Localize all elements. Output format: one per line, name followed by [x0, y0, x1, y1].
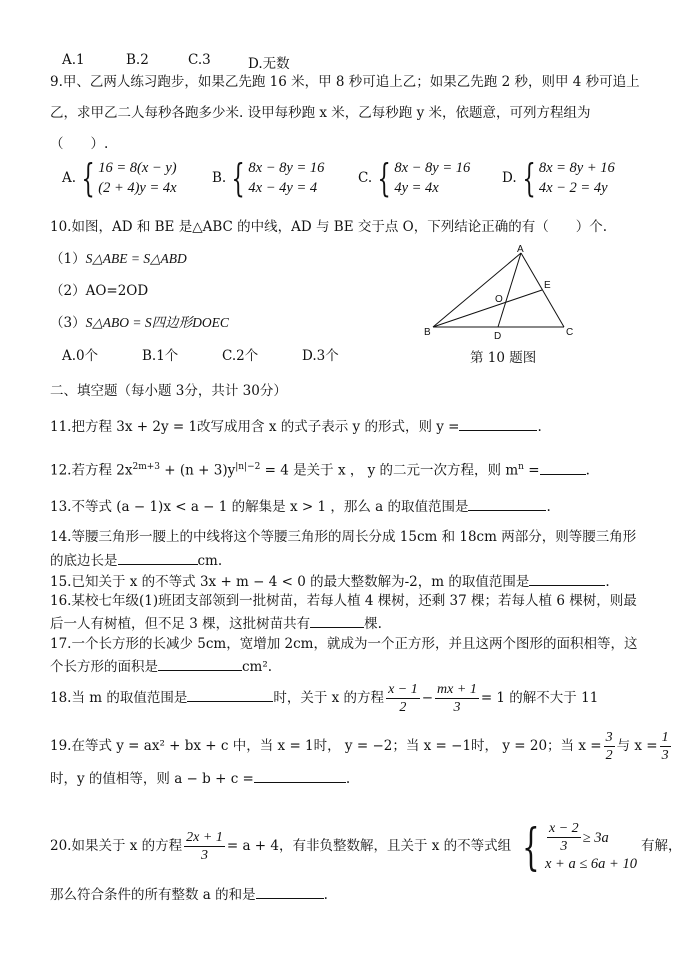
q18-text: = 1 的解不大于 11 [480, 690, 599, 706]
q10-conclusion-3 [50, 314, 229, 332]
q18-text: 时，关于 x 的方程 [273, 690, 385, 706]
fraction [184, 829, 225, 864]
q19-end: . [345, 771, 351, 787]
q10-option-d: D.3个 [302, 348, 339, 364]
answer-blank[interactable] [540, 460, 586, 475]
q16-line-2 [50, 613, 382, 633]
q20-text: 有解， [640, 838, 682, 854]
q12-text: = [523, 462, 540, 479]
answer-blank[interactable] [529, 571, 605, 586]
answer-blank[interactable] [459, 416, 537, 431]
equation: 4x − 4y = 4 [248, 180, 318, 196]
numerator: 1 [661, 730, 669, 745]
q18-text: 18.当 m 的取值范围是 [50, 690, 188, 706]
q9-option-a: A. { 16 = 8(x − y) (2 + 4)y = 4x [62, 156, 177, 200]
denominator: 3 [661, 748, 669, 763]
q9-option-b: B. { 8x − 8y = 16 4x − 4y = 4 [212, 156, 325, 200]
q20-end: . [323, 887, 328, 903]
q8-option-b: B.2 [126, 52, 149, 68]
figure-caption: 第 10 题图 [470, 350, 537, 366]
label-e: E [544, 280, 551, 291]
q15-end: . [605, 574, 610, 590]
q13 [50, 496, 551, 516]
q9-line-2: 乙，求甲乙二人每秒各跑多少米. 设甲每秒跑 x 米，乙每秒跑 y 米，依题意，可列方程组为 [50, 105, 591, 121]
equation: 16 = 8(x − y) [98, 160, 177, 176]
q15 [50, 571, 610, 591]
answer-blank[interactable] [256, 884, 324, 899]
q12-text: + (n + 3)y [160, 462, 236, 479]
q12-text: 12.若方程 2x [50, 462, 133, 479]
q19-text: 时，y 的值相等，则 a − b + c = [50, 771, 254, 787]
q8-option-d: D.无数 [248, 56, 290, 72]
exponent: n [518, 462, 524, 472]
label-c: C [566, 327, 574, 338]
q10-option-b: B.1个 [142, 348, 179, 364]
q20-text: 那么符合条件的所有整数 a 的和是 [50, 887, 256, 903]
section-2-title: 二、填空题（每小题 3分，共计 30分） [50, 383, 287, 399]
q17-line-2 [50, 656, 272, 676]
q20-text: 20.如果关于 x 的方程 [50, 838, 183, 854]
label-a: A [517, 244, 524, 255]
fraction [604, 729, 615, 764]
inequality: x + a ≤ 6a + 10 [545, 856, 637, 872]
conclusion-expr: S△ABE = S△ABD [85, 251, 187, 266]
option-label: B. [212, 170, 227, 186]
answer-blank[interactable] [254, 768, 346, 783]
denominator: 2 [605, 748, 613, 763]
q11-text: 11.把方程 3x + 2y = 1改写成用含 x 的式子表示 y 的形式，则 y = [50, 419, 460, 435]
q10-conclusion-2: （2）AO=2OD [50, 283, 149, 299]
q11-end: . [537, 419, 542, 435]
answer-blank[interactable] [158, 656, 242, 671]
q10-triangle-figure [424, 243, 584, 343]
numerator: x − 1 [388, 682, 418, 697]
numerator: 2x + 1 [186, 830, 223, 845]
q8-option-a: A.1 [62, 52, 85, 68]
q16-text: 棵. [364, 616, 382, 632]
conclusion-expr: S△ABO = S四边形DOEC [85, 315, 229, 330]
median-be [433, 290, 542, 327]
conclusion-label: （3） [50, 315, 86, 331]
answer-blank[interactable] [118, 550, 198, 565]
option-label: D. [502, 170, 517, 186]
q19-text: 19.在等式 y = ax² + bx + c 中，当 x = 1时， y = −2；当 x = −1时， y = 20；当 x = [50, 738, 602, 754]
inequality-system: { $\frac{x - 2}{3}$ ≥ 3a x + a ≤ 6a + 10 [522, 817, 637, 876]
fraction [435, 681, 479, 716]
q10-option-c: C.2个 [222, 348, 259, 364]
equation: 8x = 8y + 16 [538, 160, 615, 176]
fraction [386, 681, 420, 716]
denominator: 3 [453, 700, 461, 715]
side-ab [433, 253, 521, 327]
fraction [660, 729, 671, 764]
equation: 4x − 2 = 4y [538, 180, 608, 196]
denominator: 3 [201, 848, 208, 863]
label-o: O [495, 294, 503, 305]
q10-option-a: A.0个 [62, 348, 99, 364]
q12-text: = 4 是关于 x ， y 的二元一次方程，则 m [260, 462, 519, 479]
q10-conclusion-1 [50, 250, 187, 268]
q12 [50, 458, 590, 480]
q9-line-3: （ ）. [50, 136, 109, 152]
denominator: 3 [560, 839, 568, 854]
numerator: mx + 1 [437, 682, 477, 697]
fraction [547, 820, 581, 855]
q19-line-1 [50, 726, 673, 766]
q11 [50, 416, 542, 436]
conclusion-label: （1） [50, 251, 86, 267]
q16-line-1: 16.某校七年级(1)班团支部领到一批树苗，若每人植 4 棵树，还剩 37 棵；若每人植 6 棵树，则最 [50, 593, 637, 609]
q16-text: 后一人有树植，但不足 3 棵，这批树苗共有 [50, 616, 311, 632]
denominator: 2 [399, 700, 407, 715]
q20-line-1 [50, 817, 682, 876]
inequality: ≥ 3a [582, 829, 609, 846]
q17-line-1: 17.一个长方形的长减少 5cm，宽增加 2cm，就成为一个正方形，并且这两个图形的面积相等，这 [50, 636, 638, 652]
equation: 8x − 8y = 16 [394, 160, 471, 176]
q14-text: 的底边长是 [50, 553, 118, 569]
q18 [50, 680, 598, 716]
label-d: D [494, 331, 502, 342]
q20-text: = a + 4，有非负整数解，且关于 x 的不等式组 [226, 838, 512, 854]
q19-line-2 [50, 768, 350, 788]
q12-end: . [585, 462, 590, 479]
exponent: 2m+3 [132, 462, 160, 472]
operator: − [421, 690, 434, 706]
answer-blank[interactable] [468, 496, 546, 511]
option-label: C. [358, 170, 373, 186]
equation: 4y = 4x [394, 180, 439, 196]
q13-end: . [546, 499, 551, 515]
label-b: B [424, 327, 431, 338]
numerator: x − 2 [549, 821, 579, 836]
q17-text: cm². [242, 659, 273, 675]
q9-option-c: C. { 8x − 8y = 16 4y = 4x [358, 156, 471, 200]
equation: 8x − 8y = 16 [248, 160, 325, 176]
side-ac [521, 253, 564, 327]
q17-text: 个长方形的面积是 [50, 659, 158, 675]
q8-option-c: C.3 [188, 52, 211, 68]
answer-blank[interactable] [187, 687, 273, 702]
q14-line-1: 14.等腰三角形一腰上的中线将这个等腰三角形的周长分成 15cm 和 18cm 两部分，则等腰三角形 [50, 529, 637, 545]
option-label: A. [62, 170, 77, 186]
answer-blank[interactable] [310, 613, 364, 628]
q10-stem: 10.如图，AD 和 BE 是△ABC 的中线，AD 与 BE 交于点 O，下列结论正确的有（ ）个. [50, 219, 607, 235]
q15-text: 15.已知关于 x 的不等式 3x + m − 4 < 0 的最大整数解为-2，m 的取值范围是 [50, 574, 530, 590]
median-ad [498, 253, 521, 327]
q9-line-1: 9.甲、乙两人练习跑步，如果乙先跑 16 米，甲 8 秒可追上乙；如果乙先跑 2 秒，则甲 4 秒可追上 [50, 74, 640, 90]
q14-text: cm. [197, 553, 223, 569]
q13-text: 13.不等式 (a − 1)x < a − 1 的解集是 x > 1 ，那么 a 的取值范围是 [50, 499, 469, 515]
q20-line-2 [50, 884, 328, 904]
exponent: |n|−2 [235, 462, 261, 472]
equation: (2 + 4)y = 4x [98, 180, 177, 196]
q19-text: 与 x = [616, 738, 658, 754]
q14-line-2 [50, 550, 222, 570]
q9-option-d: D. { 8x = 8y + 16 4x − 2 = 4y [502, 156, 615, 200]
numerator: 3 [605, 730, 613, 745]
